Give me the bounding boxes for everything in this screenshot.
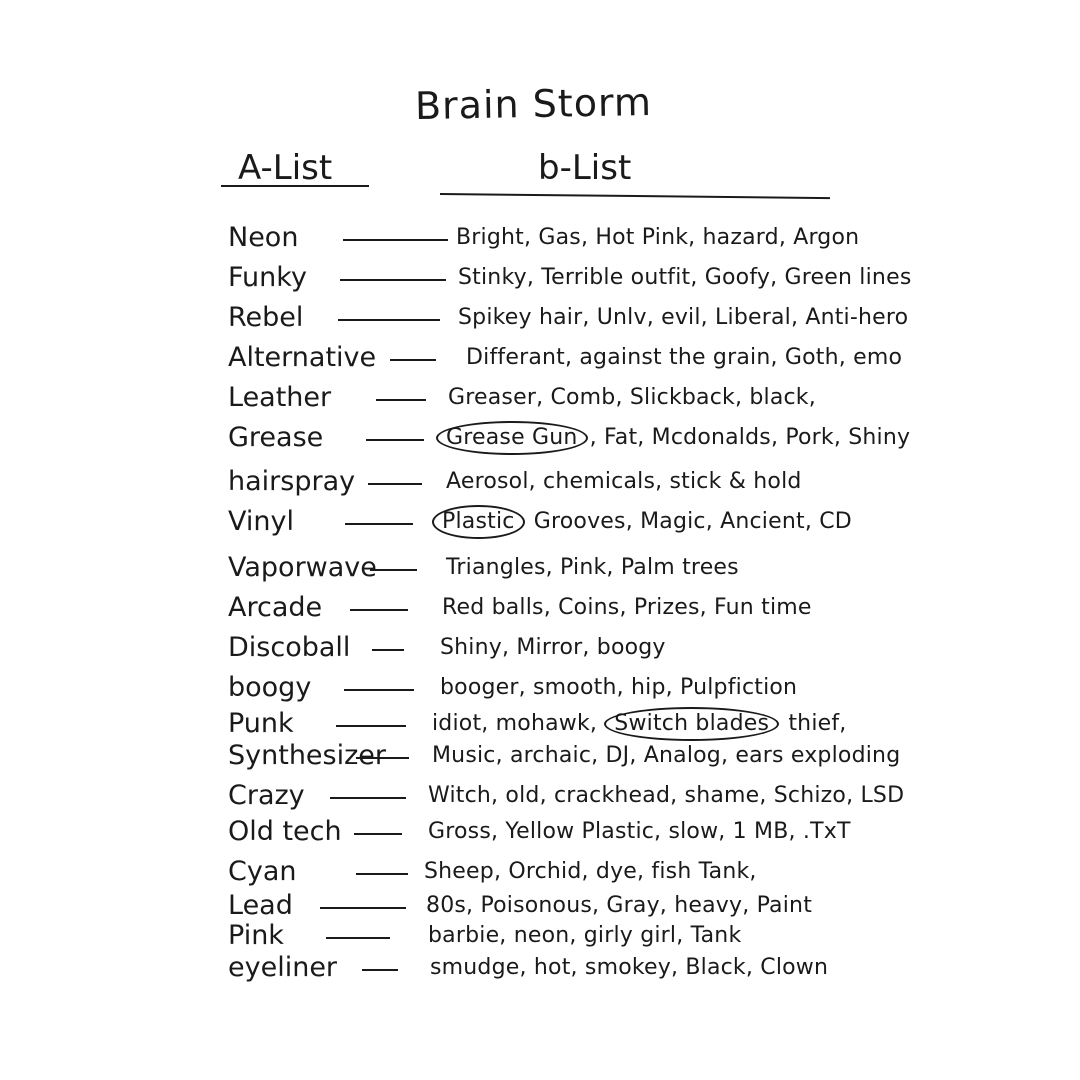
connector-dash bbox=[370, 569, 417, 571]
a-list-word: Crazy bbox=[228, 780, 305, 811]
a-list-word: Lead bbox=[228, 890, 293, 921]
connector-dash bbox=[345, 523, 413, 525]
a-list-word: Pink bbox=[228, 920, 284, 951]
a-list-word: Vaporwave bbox=[228, 552, 377, 583]
association-text: Differant, against the grain, Goth, emo bbox=[466, 345, 903, 370]
association-text: Shiny, Mirror, boogy bbox=[440, 635, 666, 660]
association-text: barbie, neon, girly girl, Tank bbox=[428, 923, 742, 948]
list-row bbox=[0, 668, 1080, 708]
list-row bbox=[0, 588, 1080, 628]
association-text: booger, smooth, hip, Pulpfiction bbox=[440, 675, 798, 700]
a-list-word: Synthesizer bbox=[228, 740, 386, 771]
b-list-associations bbox=[442, 588, 812, 628]
association-text: smudge, hot, smokey, Black, Clown bbox=[430, 955, 829, 980]
a-list-word: Neon bbox=[228, 222, 299, 253]
circled-word: Grease Gun bbox=[436, 421, 588, 455]
list-row bbox=[0, 548, 1080, 588]
b-list-associations bbox=[428, 812, 851, 852]
b-list-associations bbox=[446, 462, 802, 502]
association-text: Music, archaic, DJ, Analog, ears exploding bbox=[432, 743, 901, 768]
list-row bbox=[0, 418, 1080, 458]
list-row bbox=[0, 298, 1080, 338]
association-text: , Fat, Mcdonalds, Pork, Shiny bbox=[589, 425, 911, 450]
association-text: Spikey hair, Unlv, evil, Liberal, Anti-hero bbox=[458, 305, 909, 330]
association-text: Sheep, Orchid, dye, fish Tank, bbox=[424, 859, 757, 884]
list-row bbox=[0, 378, 1080, 418]
b-list-associations bbox=[456, 218, 859, 258]
b-list-associations bbox=[458, 258, 911, 298]
connector-dash bbox=[336, 725, 406, 727]
association-text: Aerosol, chemicals, stick & hold bbox=[446, 469, 802, 494]
association-text: Bright, Gas, Hot Pink, hazard, Argon bbox=[456, 225, 860, 250]
list-row bbox=[0, 736, 1080, 776]
b-list-associations bbox=[458, 298, 908, 338]
association-text: Stinky, Terrible outfit, Goofy, Green lines bbox=[458, 265, 912, 290]
association-text: thief, bbox=[781, 711, 847, 736]
association-text: Witch, old, crackhead, shame, Schizo, LSD bbox=[428, 783, 905, 808]
connector-dash bbox=[330, 797, 406, 799]
a-list-word: hairspray bbox=[228, 466, 356, 497]
a-list-word: Alternative bbox=[228, 342, 377, 373]
b-list-associations bbox=[466, 338, 902, 378]
circled-word: Plastic bbox=[432, 505, 525, 539]
connector-dash bbox=[320, 907, 406, 909]
b-list-associations bbox=[446, 548, 739, 588]
connector-dash bbox=[350, 609, 408, 611]
association-text: idiot, mohawk, bbox=[432, 711, 605, 736]
b-list-associations bbox=[436, 418, 910, 458]
a-list-heading: A-List bbox=[238, 148, 333, 188]
connector-dash bbox=[340, 279, 446, 281]
a-list-word: Funky bbox=[228, 262, 307, 293]
b-list-associations bbox=[448, 378, 816, 418]
connector-dash bbox=[372, 649, 404, 651]
a-list-word: boogy bbox=[228, 672, 312, 703]
a-list-word: eyeliner bbox=[228, 952, 338, 983]
list-row bbox=[0, 218, 1080, 258]
connector-dash bbox=[390, 359, 436, 361]
association-text: Gross, Yellow Plastic, slow, 1 MB, .TxT bbox=[428, 819, 851, 844]
b-list-underline bbox=[440, 193, 830, 199]
connector-dash bbox=[343, 239, 448, 241]
list-row bbox=[0, 776, 1080, 816]
association-text: Red balls, Coins, Prizes, Fun time bbox=[442, 595, 812, 620]
association-text: Triangles, Pink, Palm trees bbox=[446, 555, 739, 580]
a-list-word: Grease bbox=[228, 422, 324, 453]
a-list-word: Old tech bbox=[228, 816, 342, 847]
connector-dash bbox=[338, 319, 440, 321]
a-list-word: Rebel bbox=[228, 302, 304, 333]
b-list-associations bbox=[432, 736, 900, 776]
b-list-associations bbox=[432, 502, 852, 542]
list-row bbox=[0, 948, 1080, 988]
connector-dash bbox=[368, 483, 422, 485]
connector-dash bbox=[356, 757, 409, 759]
connector-dash bbox=[326, 937, 390, 939]
b-list-associations bbox=[440, 668, 797, 708]
a-list-word: Punk bbox=[228, 708, 294, 739]
a-list-word: Leather bbox=[228, 382, 332, 413]
a-list-word: Discoball bbox=[228, 632, 351, 663]
circled-word: Switch blades bbox=[604, 707, 779, 741]
connector-dash bbox=[366, 439, 424, 441]
b-list-associations bbox=[428, 776, 904, 816]
connector-dash bbox=[356, 873, 408, 875]
a-list-word: Arcade bbox=[228, 592, 323, 623]
list-row bbox=[0, 258, 1080, 298]
a-list-word: Vinyl bbox=[228, 506, 294, 537]
a-list-word: Cyan bbox=[228, 856, 297, 887]
list-row bbox=[0, 502, 1080, 542]
connector-dash bbox=[362, 969, 398, 971]
page-title: Brain Storm bbox=[414, 79, 653, 129]
list-row bbox=[0, 628, 1080, 668]
connector-dash bbox=[344, 689, 414, 691]
association-text: 80s, Poisonous, Gray, heavy, Paint bbox=[426, 893, 813, 918]
association-text: Grooves, Magic, Ancient, CD bbox=[526, 509, 852, 534]
a-list-underline bbox=[221, 185, 369, 187]
association-text: Greaser, Comb, Slickback, black, bbox=[448, 385, 816, 410]
b-list-associations bbox=[430, 948, 828, 988]
list-row bbox=[0, 812, 1080, 852]
list-row bbox=[0, 338, 1080, 378]
b-list-associations bbox=[440, 628, 666, 668]
connector-dash bbox=[376, 399, 426, 401]
connector-dash bbox=[354, 833, 402, 835]
b-list-heading: b-List bbox=[538, 148, 632, 188]
list-row bbox=[0, 462, 1080, 502]
